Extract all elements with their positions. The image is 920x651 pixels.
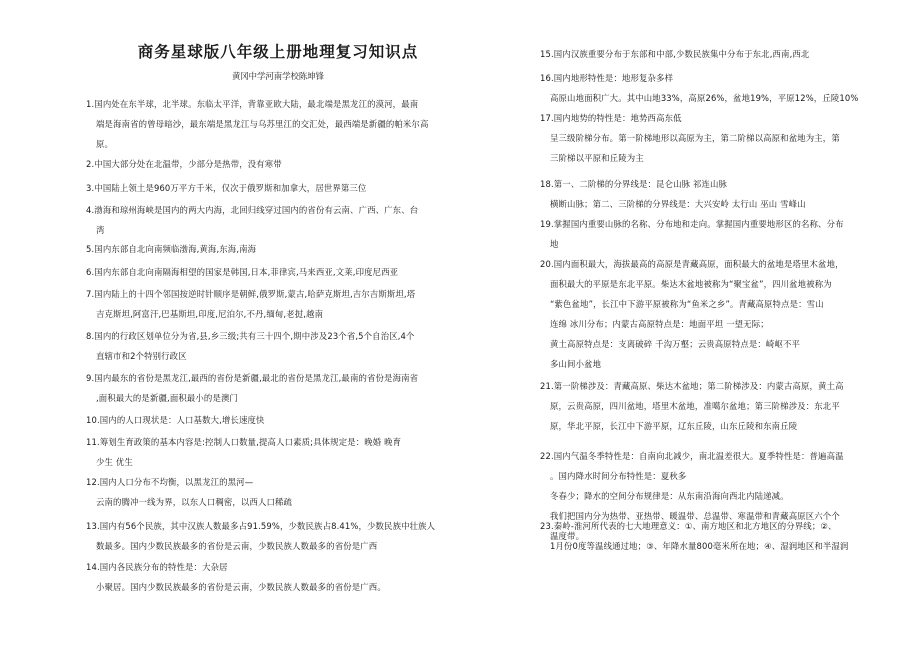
knowledge-item xyxy=(540,174,876,214)
page-title: 商务星球版八年级上册地理复习知识点 xyxy=(137,43,419,61)
knowledge-item xyxy=(540,516,876,556)
item-line: 呈三级阶梯分布。第一阶梯地形以高原为主，第二阶梯以高原和盆地为主，第 xyxy=(550,133,840,143)
item-line: 23.秦岭-淮河所代表的七大地理意义：①、南方地区和北方地区的分界线；②、 xyxy=(540,521,837,531)
knowledge-item xyxy=(86,516,466,556)
knowledge-item xyxy=(86,262,466,282)
item-line: 19.掌握国内重要山脉的名称、分布地和走向。掌握国内重要地形区的名称、分布 xyxy=(540,219,844,229)
item-line: 吉克斯坦,阿富汗,巴基斯坦,印度,尼泊尔,不丹,缅甸,老挝,越南 xyxy=(96,309,324,319)
knowledge-item xyxy=(540,44,876,64)
knowledge-item xyxy=(86,368,466,408)
item-line: 。国内降水时间分布特性是：夏秋多 xyxy=(550,471,687,481)
item-line: ,面积最大的是新疆,面积最小的是澳门 xyxy=(96,393,239,403)
knowledge-item xyxy=(540,108,876,168)
knowledge-item xyxy=(86,178,466,198)
knowledge-item xyxy=(86,200,466,240)
item-line: 我们把国内分为热带、亚热带、暖温带、总温带、寒温带和青藏高原区六个个 xyxy=(550,511,840,521)
item-line: 22.国内气温冬季特性是：自南向北减少，南北温差很大。夏季特性是：普遍高温 xyxy=(540,451,844,461)
knowledge-item xyxy=(86,154,466,174)
item-line: 数最多。国内少数民族最多的省份是云南，少数民族人数最多的省份是广西 xyxy=(96,541,378,551)
item-line: 冬春少；降水的空间分布规律是：从东南沿海向西北内陆递减。 xyxy=(550,491,789,501)
knowledge-item xyxy=(86,326,466,366)
item-line: 黄土高原特点是：支离破碎 千沟万壑；云贵高原特点是：崎岖不平 xyxy=(550,339,801,349)
item-line: 18.第一、二阶梯的分界线是：昆仑山脉 祁连山脉 xyxy=(540,179,728,189)
item-line: 高原山地面积广大。其中山地33%，高原26%，盆地19%，平原12%，丘陵10% xyxy=(550,93,859,103)
item-line: 云南的腾冲一线为界，以东人口稠密，以西人口稀疏 xyxy=(96,497,293,507)
item-line: 11.筹划生育政策的基本内容是:控制人口数量,提高人口素质;具体规定是：晚婚 晚育 xyxy=(86,437,402,447)
knowledge-item xyxy=(86,557,466,597)
item-line: 20.国内面积最大，海拔最高的高原是青藏高原，面积最大的盆地是塔里木盆地， xyxy=(540,259,844,269)
knowledge-item xyxy=(86,284,466,324)
item-line: 温度带。 xyxy=(550,531,585,541)
item-line: 6.国内东部自北向南隔海相望的国家是韩国,日本,菲律宾,马来西亚,文莱,印度尼西亚 xyxy=(86,267,399,277)
item-line: 1.国内处在东半球，北半球。东临太平洋，背靠亚欧大陆，最北端是黑龙江的漠河，最南 xyxy=(86,99,419,109)
item-line: 16.国内地形特性是：地形复杂多样 xyxy=(540,73,674,83)
item-line: 三阶梯以平原和丘陵为主 xyxy=(550,153,644,163)
item-line: 端是海南省的曾母暗沙，最东端是黑龙江与乌苏里江的交汇处，最西端是新疆的帕米尔高 xyxy=(96,119,429,129)
item-line: 13.国内有56个民族，其中汉族人数最多占91.59%，少数民族占8.41%，少数民族中壮族人 xyxy=(86,521,436,531)
item-line: 21.第一阶梯涉及：青藏高原、柴达木盆地；第二阶梯涉及：内蒙古高原，黄土高 xyxy=(540,381,844,391)
item-line: 14.国内各民族分布的特性是：大杂居 xyxy=(86,562,228,572)
item-line: 原，云贵高原，四川盆地，塔里木盆地，准噶尔盆地；第三阶梯涉及：东北平 xyxy=(550,401,840,411)
item-line: 12.国内人口分布不均衡，以黑龙江的黑河— xyxy=(86,477,254,487)
item-line: 小聚居。国内少数民族最多的省份是云南，少数民族人数最多的省份是广西。 xyxy=(96,582,386,592)
page-subtitle: 黄冈中学河南学校陈坤锋 xyxy=(231,71,325,81)
item-line: 3.中国陆上领土是960万平方千米，仅次于俄罗斯和加拿大，居世界第三位 xyxy=(86,183,367,193)
knowledge-item xyxy=(540,254,876,374)
item-line: 8.国内的行政区划单位分为省,县,乡三级;共有三十四个,期中涉及23个省,5个自治区,4个 xyxy=(86,331,415,341)
item-line: 7.国内陆上的十四个邻国按逆时针顺序是朝鲜,俄罗斯,蒙古,哈萨克斯坦,吉尔吉斯斯坦,塔 xyxy=(86,289,416,299)
item-line: 9.国内最东的省份是黑龙江,最西的省份是新疆,最北的省份是黑龙江,最南的省份是海南省 xyxy=(86,373,419,383)
item-line: 连绵 冰川分布；内蒙古高原特点是：地面平坦 一望无际； xyxy=(550,319,769,329)
item-line: 直辖市和2个特别行政区 xyxy=(96,351,187,361)
knowledge-item xyxy=(540,214,876,254)
item-line: 2.中国大部分处在北温带，少部分是热带，没有寒带 xyxy=(86,159,282,169)
knowledge-item xyxy=(86,472,466,512)
knowledge-item xyxy=(86,432,466,472)
item-line: 15.国内汉族重要分布于东部和中部,少数民族集中分布于东北,西南,西北 xyxy=(540,49,810,59)
item-line: 原。 xyxy=(96,139,114,149)
item-line: “紫色盆地”，长江中下游平原被称为“鱼米之乡”。青藏高原特点是：雪山 xyxy=(550,299,824,309)
knowledge-item xyxy=(540,376,876,436)
knowledge-item xyxy=(86,410,466,430)
item-line: 横断山脉；第二、三阶梯的分界线是：大兴安岭 太行山 巫山 雪峰山 xyxy=(550,199,806,209)
knowledge-item xyxy=(86,239,466,259)
item-line: 少生 优生 xyxy=(96,457,133,467)
knowledge-item xyxy=(86,94,466,154)
item-line: 1月份0度等温线通过地；③、年降水量800毫米所在地；④、湿润地区和半湿润 xyxy=(550,541,849,551)
item-line: 5.国内东部自北向南频临渤海,黄海,东海,南海 xyxy=(86,244,257,254)
item-line: 多山间小盆地 xyxy=(550,359,602,369)
item-line: 10.国内的人口现状是：人口基数大,增长速度快 xyxy=(86,415,265,425)
item-line: 原，华北平原，长江中下游平原，辽东丘陵，山东丘陵和东南丘陵 xyxy=(550,421,798,431)
knowledge-item xyxy=(540,68,876,108)
item-line: 面积最大的平原是东北平原。柴达木盆地被称为“聚宝盆”，四川盆地被称为 xyxy=(550,279,832,289)
item-line: 湾 xyxy=(96,225,105,235)
item-line: 17.国内地势的特性是：地势西高东低 xyxy=(540,113,682,123)
item-line: 地 xyxy=(550,239,559,249)
item-line: 4.渤海和琼州海峡是国内的两大内海，北回归线穿过国内的省份有云南、广西、广东、台 xyxy=(86,205,419,215)
